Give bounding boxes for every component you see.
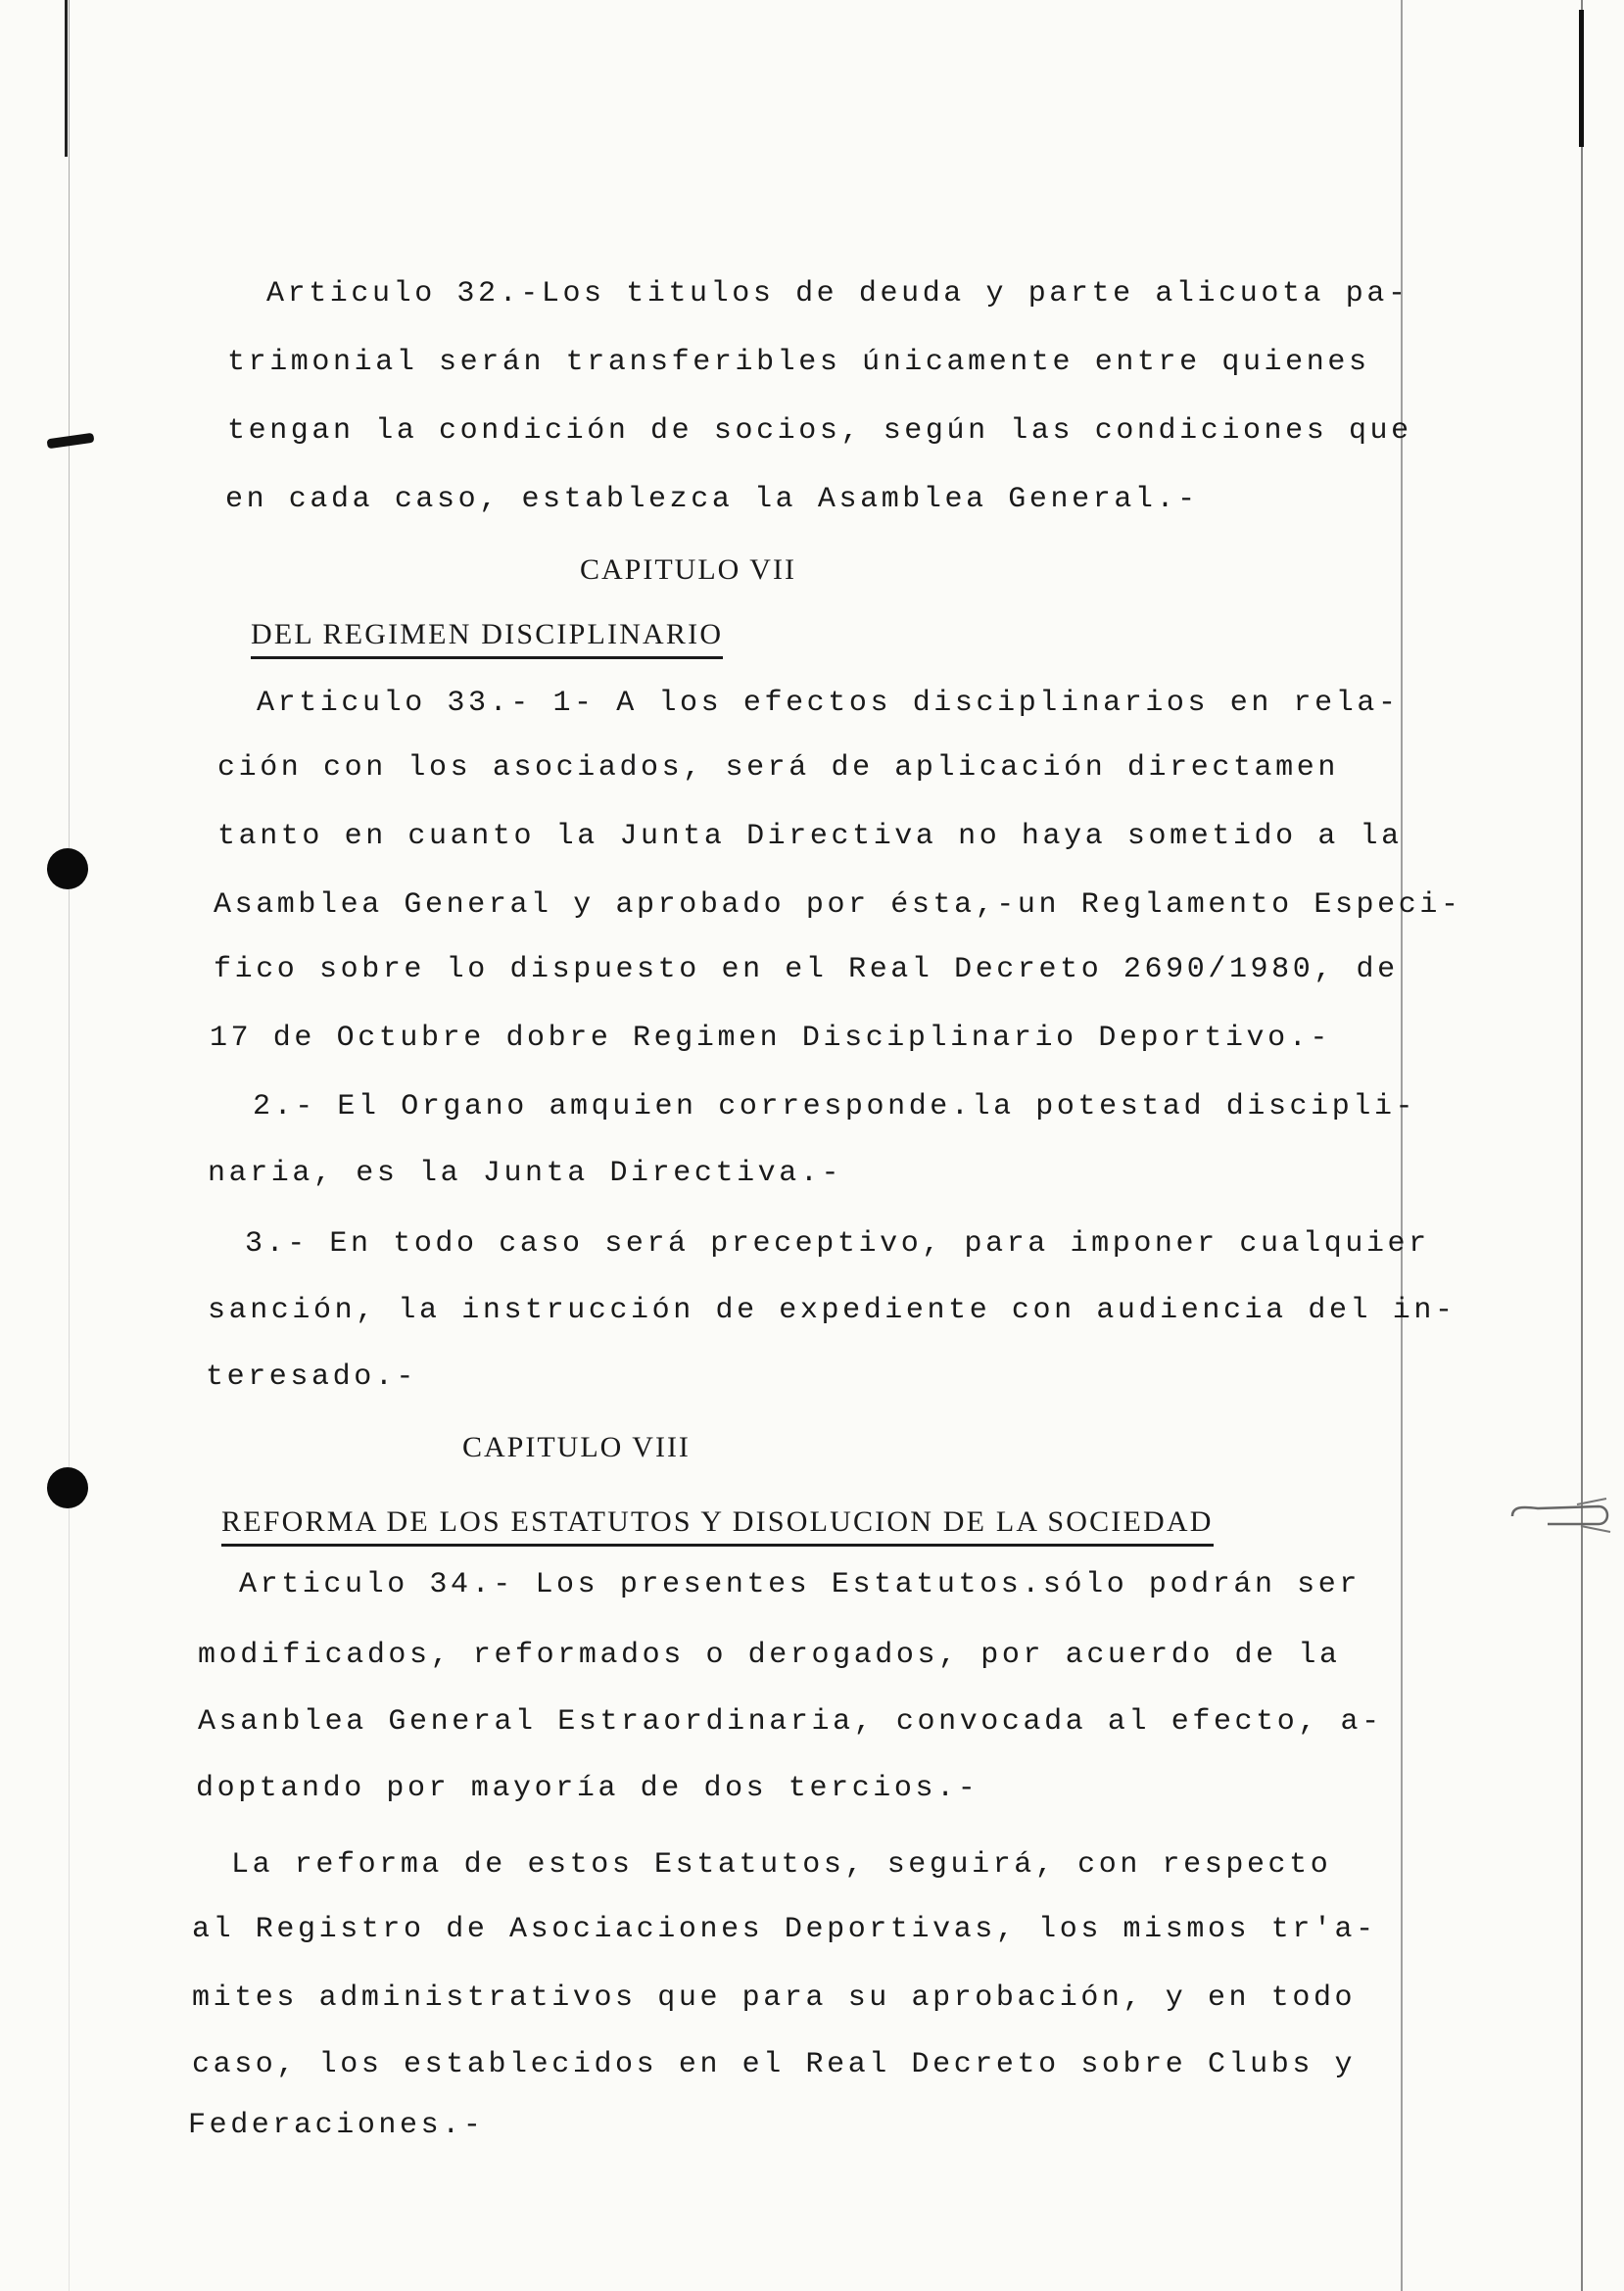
chapter-7-heading: CAPITULO VII (580, 553, 796, 586)
margin-rule (1401, 0, 1403, 2291)
ink-smudge (47, 433, 95, 450)
article-34-line-9: Federaciones.- (188, 2109, 485, 2142)
punch-hole-icon (47, 1467, 88, 1508)
article-32-line-4: en cada caso, establezca la Asamblea General.- (225, 483, 1199, 516)
article-33-line-7: 2.- El Organo amquien corresponde.la potestad discipli- (253, 1090, 1417, 1123)
punch-hole-icon (47, 848, 88, 889)
chapter-7-subheading: DEL REGIMEN DISCIPLINARIO (251, 615, 723, 659)
scan-edge-left-faint (69, 0, 70, 2291)
article-34-line-6: al Registro de Asociaciones Deportivas, los mismos tr'a- (192, 1913, 1377, 1946)
article-34-line-1: Articulo 34.- Los presentes Estatutos.sólo podrán ser (239, 1568, 1361, 1601)
article-33-line-6: 17 de Octubre dobre Regimen Disciplinario Deportivo.- (210, 1022, 1331, 1055)
article-34-line-8: caso, los establecidos en el Real Decreto sobre Clubs y (192, 2048, 1357, 2081)
scan-edge-right-dark (1579, 10, 1584, 147)
article-34-line-5: La reforma de estos Estatutos, seguirá, con respecto (231, 1848, 1332, 1882)
article-33-line-3: tanto en cuanto la Junta Directiva no haya sometido a la (217, 820, 1403, 853)
article-32-line-2: trimonial serán transferibles únicamente entre quienes (227, 346, 1370, 379)
article-32-line-1: Articulo 32.-Los titulos de deuda y parte alicuota pa- (266, 277, 1409, 310)
article-33-line-4: Asamblea General y aprobado por ésta,-un Reglamento Especi- (214, 888, 1462, 922)
article-33-line-5: fico sobre lo dispuesto en el Real Decreto 2690/1980, de (214, 953, 1399, 986)
article-33-line-11: teresado.- (206, 1360, 418, 1394)
article-33-line-10: sanción, la instrucción de expediente con audiencia del in- (208, 1294, 1457, 1327)
chapter-8-subheading: REFORMA DE LOS ESTATUTOS Y DISOLUCION DE LA SOCIEDAD (221, 1503, 1214, 1547)
article-34-line-3: Asanblea General Estraordinaria, convocada al efecto, a- (198, 1705, 1383, 1739)
article-33-line-9: 3.- En todo caso será preceptivo, para imponer cualquier (245, 1227, 1430, 1261)
article-34-line-4: doptando por mayoría de dos tercios.- (196, 1772, 979, 1805)
article-33-line-1: Articulo 33.- 1- A los efectos disciplinarios en rela- (257, 687, 1400, 720)
article-34-line-7: mites administrativos que para su aprobación, y en todo (192, 1981, 1357, 2015)
article-32-line-3: tengan la condición de socios, según las condiciones que (227, 414, 1412, 448)
chapter-8-heading: CAPITULO VIII (462, 1431, 691, 1463)
article-33-line-8: naria, es la Junta Directiva.- (208, 1157, 843, 1190)
article-33-line-2: ción con los asociados, será de aplicación directamen (217, 751, 1339, 785)
scan-edge-left (65, 0, 68, 157)
article-34-line-2: modificados, reformados o derogados, por acuerdo de la (198, 1639, 1341, 1672)
paper-clip-icon (1508, 1497, 1616, 1536)
scan-edge-right (1581, 0, 1583, 2291)
